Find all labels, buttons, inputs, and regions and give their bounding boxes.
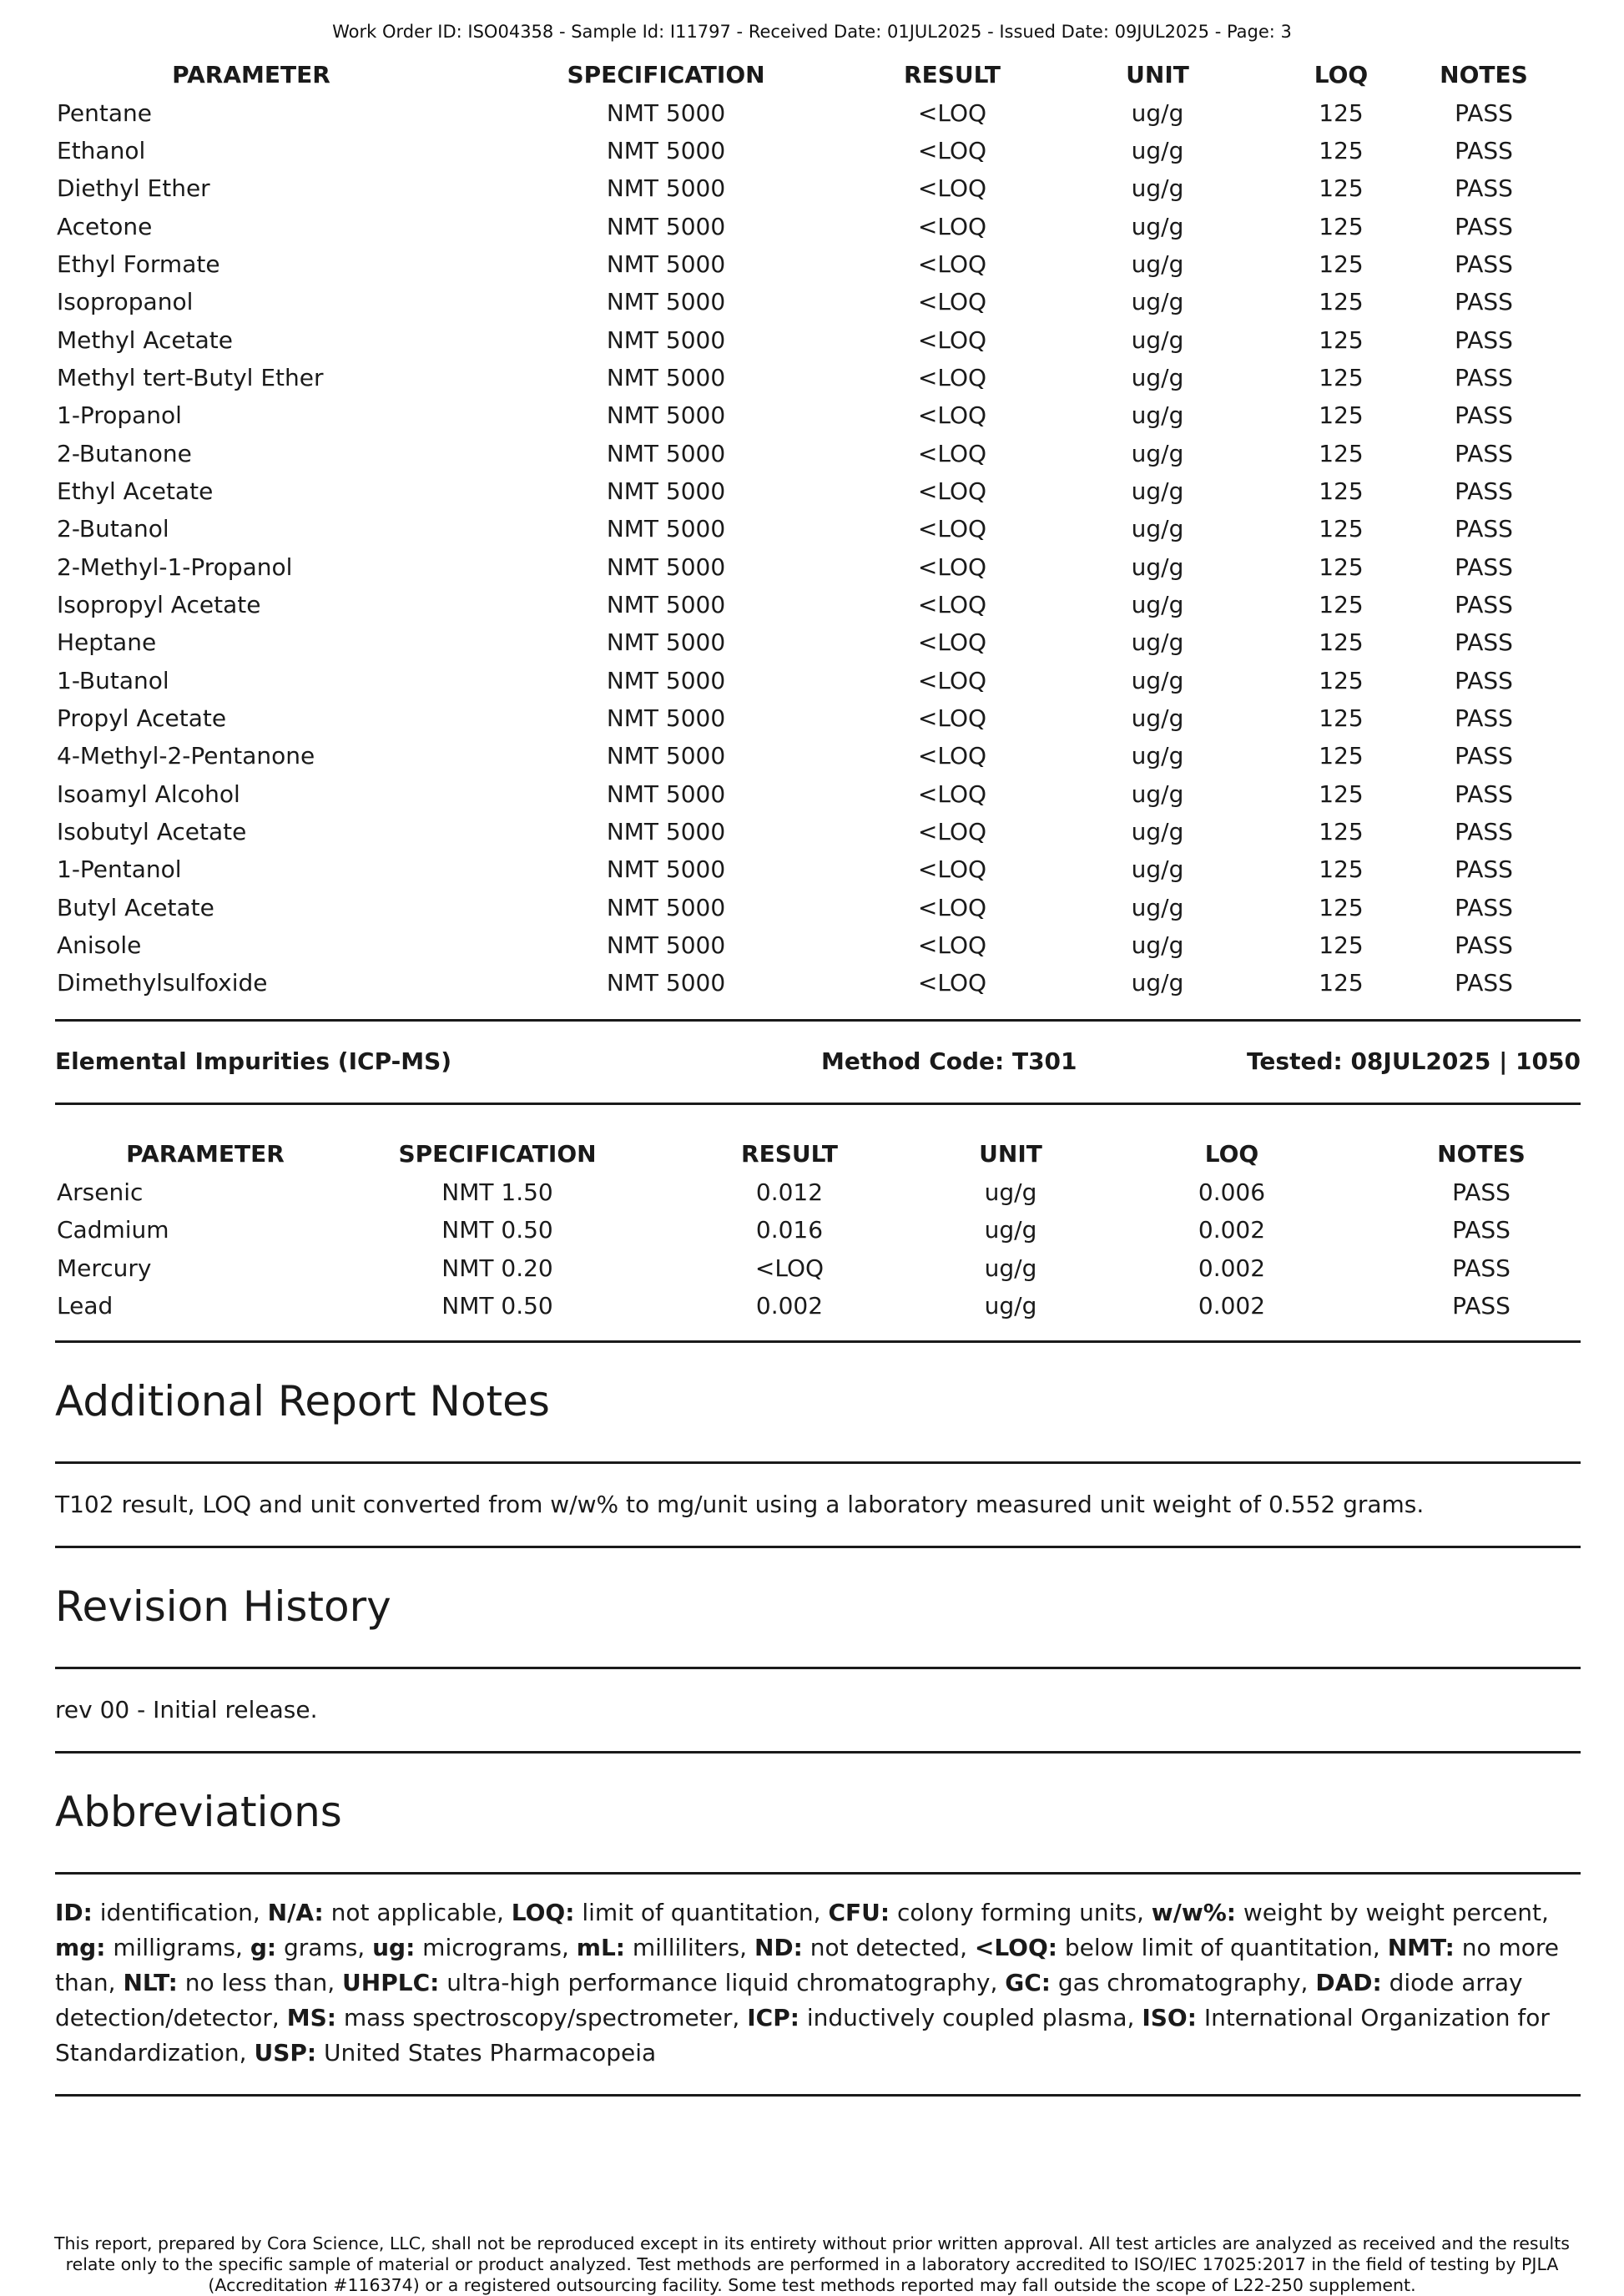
parameter-cell: Ethyl Formate xyxy=(57,250,220,278)
specification-cell: NMT 5000 xyxy=(606,590,726,618)
unit-cell: ug/g xyxy=(1131,363,1184,391)
loq-cell: 125 xyxy=(1319,477,1364,505)
result-cell: <LOQ xyxy=(754,1254,825,1282)
abbreviation-definition: colony forming units, xyxy=(890,1899,1152,1926)
abbreviation-definition: milliliters, xyxy=(624,1934,754,1961)
loq-cell: 125 xyxy=(1319,212,1364,240)
result-cell: 0.016 xyxy=(755,1216,824,1244)
loq-cell: 125 xyxy=(1319,742,1364,770)
unit-cell: ug/g xyxy=(1131,780,1184,808)
abbreviation-term: GC: xyxy=(1005,1969,1051,1996)
loq-cell: 125 xyxy=(1319,818,1364,846)
parameter-cell: 2-Butanol xyxy=(57,515,169,543)
notes-cell: PASS xyxy=(1455,401,1513,430)
result-cell: <LOQ xyxy=(917,288,987,316)
table-row xyxy=(55,510,1581,548)
loq-cell: 125 xyxy=(1319,439,1364,467)
parameter-cell: Heptane xyxy=(57,628,157,657)
abbreviation-term: MS: xyxy=(286,2004,336,2031)
abbreviation-term: g: xyxy=(250,1934,277,1961)
loq-cell: 125 xyxy=(1319,515,1364,543)
abbreviation-term: CFU: xyxy=(828,1899,890,1926)
abbreviation-definition: International Organization for Standardization, xyxy=(55,2004,1557,2066)
parameter-cell: Butyl Acetate xyxy=(57,893,214,921)
parameter-cell: Ethyl Acetate xyxy=(57,477,214,505)
loq-cell: 125 xyxy=(1319,250,1364,278)
abbreviation-term: ISO: xyxy=(1142,2004,1197,2031)
unit-cell: ug/g xyxy=(1131,288,1184,316)
solvents-table-body xyxy=(55,93,1581,1002)
table-row xyxy=(55,850,1581,888)
specification-cell: NMT 5000 xyxy=(606,325,726,354)
col-unit: UNIT xyxy=(979,1140,1042,1168)
abbreviation-term: mg: xyxy=(55,1934,106,1961)
result-cell: <LOQ xyxy=(917,590,987,618)
col-loq: LOQ xyxy=(1204,1140,1259,1168)
notes-cell: PASS xyxy=(1455,931,1513,960)
abbreviation-definition: milligrams, xyxy=(105,1934,250,1961)
abbreviation-definition: below limit of quantitation, xyxy=(1057,1934,1388,1961)
parameter-cell: 2-Methyl-1-Propanol xyxy=(57,553,293,581)
abbreviation-definition: United States Pharmacopeia xyxy=(316,2039,657,2066)
unit-cell: ug/g xyxy=(1131,174,1184,203)
col-notes: NOTES xyxy=(1440,61,1528,89)
notes-cell: PASS xyxy=(1452,1178,1511,1206)
abbreviation-definition: no less than, xyxy=(177,1969,343,1996)
abbreviation-term: w/w%: xyxy=(1151,1899,1236,1926)
table-row xyxy=(55,1249,1581,1288)
abbreviation-definition: limit of quantitation, xyxy=(574,1899,829,1926)
result-cell: <LOQ xyxy=(917,969,987,997)
parameter-cell: 1-Butanol xyxy=(57,666,169,694)
parameter-cell: Mercury xyxy=(57,1254,152,1282)
notes-cell: PASS xyxy=(1455,439,1513,467)
parameter-cell: Propyl Acetate xyxy=(57,704,227,733)
divider xyxy=(55,1667,1581,1669)
table-row xyxy=(55,586,1581,623)
notes-cell: PASS xyxy=(1455,288,1513,316)
notes-cell: PASS xyxy=(1452,1254,1511,1282)
result-cell: <LOQ xyxy=(917,325,987,354)
loq-cell: 125 xyxy=(1319,855,1364,884)
unit-cell: ug/g xyxy=(1131,969,1184,997)
specification-cell: NMT 5000 xyxy=(606,288,726,316)
abbreviation-definition: not detected, xyxy=(802,1934,975,1961)
col-specification: SPECIFICATION xyxy=(567,61,765,89)
table-row xyxy=(55,93,1581,131)
loq-cell: 125 xyxy=(1319,288,1364,316)
notes-cell: PASS xyxy=(1455,325,1513,354)
notes-cell: PASS xyxy=(1455,212,1513,240)
notes-cell: PASS xyxy=(1455,742,1513,770)
report-header-line: Work Order ID: ISO04358 - Sample Id: I11797 - Received Date: 01JUL2025 - Issued Date: 09JUL2025 - Page: 3 xyxy=(332,22,1292,42)
parameter-cell: Isopropyl Acetate xyxy=(57,590,261,618)
elemental-table-body xyxy=(55,1173,1581,1325)
unit-cell: ug/g xyxy=(1131,666,1184,694)
table-row xyxy=(55,207,1581,245)
loq-cell: 125 xyxy=(1319,780,1364,808)
table-row xyxy=(55,775,1581,813)
abbreviation-definition: mass spectroscopy/spectrometer, xyxy=(335,2004,748,2031)
divider xyxy=(55,1546,1581,1548)
parameter-cell: Anisole xyxy=(57,931,142,960)
specification-cell: NMT 5000 xyxy=(606,704,726,733)
tested-date: Tested: 08JUL2025 | 1050 xyxy=(1247,1047,1581,1075)
specification-cell: NMT 0.50 xyxy=(441,1216,553,1244)
loq-cell: 125 xyxy=(1319,553,1364,581)
unit-cell: ug/g xyxy=(1131,325,1184,354)
result-cell: <LOQ xyxy=(917,818,987,846)
specification-cell: NMT 5000 xyxy=(606,250,726,278)
loq-cell: 125 xyxy=(1319,363,1364,391)
result-cell: 0.002 xyxy=(755,1292,824,1320)
divider xyxy=(55,1872,1581,1875)
notes-cell: PASS xyxy=(1455,818,1513,846)
loq-cell: 0.002 xyxy=(1198,1216,1266,1244)
parameter-cell: 1-Pentanol xyxy=(57,855,182,884)
divider xyxy=(55,1751,1581,1754)
abbreviation-definition: micrograms, xyxy=(415,1934,577,1961)
abbreviation-definition: inductively coupled plasma, xyxy=(799,2004,1142,2031)
table-row xyxy=(55,245,1581,283)
specification-cell: NMT 5000 xyxy=(606,477,726,505)
specification-cell: NMT 5000 xyxy=(606,553,726,581)
notes-heading: Additional Report Notes xyxy=(55,1377,550,1426)
parameter-cell: Isobutyl Acetate xyxy=(57,818,247,846)
result-cell: <LOQ xyxy=(917,553,987,581)
abbreviation-definition: ultra-high performance liquid chromatography, xyxy=(439,1969,1006,1996)
col-parameter: PARAMETER xyxy=(126,1140,285,1168)
specification-cell: NMT 5000 xyxy=(606,515,726,543)
table-row xyxy=(55,1287,1581,1325)
col-specification: SPECIFICATION xyxy=(398,1140,597,1168)
abbreviation-definition: no more than, xyxy=(55,1934,1566,1996)
method-code: Method Code: T301 xyxy=(821,1047,1077,1075)
elemental-header-row xyxy=(55,1135,1581,1173)
specification-cell: NMT 5000 xyxy=(606,855,726,884)
table-row xyxy=(55,132,1581,169)
table-row xyxy=(55,964,1581,1002)
loq-cell: 125 xyxy=(1319,590,1364,618)
loq-cell: 125 xyxy=(1319,401,1364,430)
col-unit: UNIT xyxy=(1126,61,1189,89)
notes-cell: PASS xyxy=(1455,628,1513,657)
notes-cell: PASS xyxy=(1455,136,1513,164)
unit-cell: ug/g xyxy=(1131,931,1184,960)
specification-cell: NMT 1.50 xyxy=(441,1178,553,1206)
parameter-cell: Ethanol xyxy=(57,136,146,164)
result-cell: <LOQ xyxy=(917,666,987,694)
unit-cell: ug/g xyxy=(1131,477,1184,505)
unit-cell: ug/g xyxy=(1131,704,1184,733)
notes-text: T102 result, LOQ and unit converted from w/w% to mg/unit using a laboratory measured unit weight of 0.552 grams. xyxy=(55,1491,1425,1518)
unit-cell: ug/g xyxy=(1131,212,1184,240)
specification-cell: NMT 0.20 xyxy=(441,1254,553,1282)
parameter-cell: Isoamyl Alcohol xyxy=(57,780,240,808)
loq-cell: 125 xyxy=(1319,98,1364,127)
unit-cell: ug/g xyxy=(1131,742,1184,770)
unit-cell: ug/g xyxy=(1131,98,1184,127)
abbreviation-definition: grams, xyxy=(276,1934,373,1961)
parameter-cell: 1-Propanol xyxy=(57,401,182,430)
specification-cell: NMT 5000 xyxy=(606,174,726,203)
table-row xyxy=(55,623,1581,661)
notes-cell: PASS xyxy=(1455,780,1513,808)
parameter-cell: Arsenic xyxy=(57,1178,144,1206)
table-row xyxy=(55,1173,1581,1212)
result-cell: <LOQ xyxy=(917,250,987,278)
abbreviation-term: NLT: xyxy=(123,1969,178,1996)
parameter-cell: Methyl Acetate xyxy=(57,325,233,354)
unit-cell: ug/g xyxy=(984,1178,1037,1206)
notes-cell: PASS xyxy=(1455,855,1513,884)
parameter-cell: Pentane xyxy=(57,98,152,127)
revision-heading: Revision History xyxy=(55,1582,391,1631)
result-cell: <LOQ xyxy=(917,515,987,543)
unit-cell: ug/g xyxy=(984,1216,1037,1244)
section-title: Elemental Impurities (ICP-MS) xyxy=(55,1047,452,1075)
abbreviation-term: USP: xyxy=(254,2039,317,2066)
result-cell: <LOQ xyxy=(917,401,987,430)
result-cell: <LOQ xyxy=(917,439,987,467)
report-footer-disclaimer: This report, prepared by Cora Science, LLC, shall not be reproduced except in its entirety without prior written approval. All test articles are analyzed as received and the results relate only to the specific sample of material or product analyzed. Test methods are performed in a laboratory accredited to ISO/IEC 17025:2017 in the field of testing by PJLA (Accreditation #116374) or a registered outsourcing facility. Some test methods reported may fall outside the scope of L22-250 supplement. xyxy=(54,2233,1570,2295)
abbreviation-term: N/A: xyxy=(267,1899,324,1926)
table-row xyxy=(55,320,1581,358)
loq-cell: 125 xyxy=(1319,325,1364,354)
notes-cell: PASS xyxy=(1452,1292,1511,1320)
table-row xyxy=(55,548,1581,585)
result-cell: <LOQ xyxy=(917,893,987,921)
elemental-impurities-table xyxy=(55,1135,1581,1325)
result-cell: <LOQ xyxy=(917,136,987,164)
specification-cell: NMT 5000 xyxy=(606,818,726,846)
specification-cell: NMT 5000 xyxy=(606,893,726,921)
abbreviation-definition: not applicable, xyxy=(323,1899,512,1926)
notes-cell: PASS xyxy=(1452,1216,1511,1244)
unit-cell: ug/g xyxy=(1131,136,1184,164)
result-cell: <LOQ xyxy=(917,780,987,808)
parameter-cell: 4-Methyl-2-Pentanone xyxy=(57,742,315,770)
result-cell: <LOQ xyxy=(917,98,987,127)
divider xyxy=(55,1340,1581,1343)
parameter-cell: Dimethylsulfoxide xyxy=(57,969,268,997)
specification-cell: NMT 5000 xyxy=(606,780,726,808)
unit-cell: ug/g xyxy=(1131,628,1184,657)
specification-cell: NMT 0.50 xyxy=(441,1292,553,1320)
table-row xyxy=(55,169,1581,207)
table-row xyxy=(55,813,1581,850)
unit-cell: ug/g xyxy=(1131,855,1184,884)
abbreviation-term: mL: xyxy=(576,1934,625,1961)
parameter-cell: Isopropanol xyxy=(57,288,194,316)
col-loq: LOQ xyxy=(1314,61,1369,89)
col-notes: NOTES xyxy=(1437,1140,1526,1168)
specification-cell: NMT 5000 xyxy=(606,363,726,391)
unit-cell: ug/g xyxy=(1131,439,1184,467)
table-row xyxy=(55,662,1581,699)
parameter-cell: Acetone xyxy=(57,212,153,240)
table-row xyxy=(55,359,1581,396)
notes-cell: PASS xyxy=(1455,515,1513,543)
unit-cell: ug/g xyxy=(1131,893,1184,921)
loq-cell: 125 xyxy=(1319,666,1364,694)
loq-cell: 125 xyxy=(1319,969,1364,997)
notes-cell: PASS xyxy=(1455,250,1513,278)
result-cell: <LOQ xyxy=(917,363,987,391)
residual-solvents-table xyxy=(55,56,1581,1002)
unit-cell: ug/g xyxy=(1131,553,1184,581)
specification-cell: NMT 5000 xyxy=(606,666,726,694)
result-cell: <LOQ xyxy=(917,855,987,884)
loq-cell: 125 xyxy=(1319,174,1364,203)
unit-cell: ug/g xyxy=(1131,590,1184,618)
loq-cell: 0.006 xyxy=(1198,1178,1266,1206)
col-result: RESULT xyxy=(904,61,1001,89)
notes-cell: PASS xyxy=(1455,666,1513,694)
loq-cell: 125 xyxy=(1319,628,1364,657)
loq-cell: 125 xyxy=(1319,136,1364,164)
solvents-header-row xyxy=(55,56,1581,93)
notes-cell: PASS xyxy=(1455,553,1513,581)
specification-cell: NMT 5000 xyxy=(606,401,726,430)
table-row xyxy=(55,926,1581,964)
abbreviation-term: UHPLC: xyxy=(342,1969,440,1996)
divider xyxy=(55,1103,1581,1105)
specification-cell: NMT 5000 xyxy=(606,212,726,240)
table-row xyxy=(55,889,1581,926)
parameter-cell: 2-Butanone xyxy=(57,439,192,467)
table-row xyxy=(55,699,1581,737)
notes-cell: PASS xyxy=(1455,477,1513,505)
abbreviation-term: DAD: xyxy=(1315,1969,1382,1996)
abbreviation-definition: weight by weight percent, xyxy=(1236,1899,1556,1926)
notes-cell: PASS xyxy=(1455,893,1513,921)
result-cell: <LOQ xyxy=(917,174,987,203)
notes-cell: PASS xyxy=(1455,590,1513,618)
divider xyxy=(55,1461,1581,1464)
notes-cell: PASS xyxy=(1455,98,1513,127)
abbreviations-text xyxy=(55,1895,1581,2071)
unit-cell: ug/g xyxy=(984,1254,1037,1282)
result-cell: <LOQ xyxy=(917,742,987,770)
abbreviation-term: <LOQ: xyxy=(974,1934,1057,1961)
specification-cell: NMT 5000 xyxy=(606,628,726,657)
table-row xyxy=(55,737,1581,775)
result-cell: <LOQ xyxy=(917,212,987,240)
abbreviation-term: NMT: xyxy=(1387,1934,1455,1961)
table-row xyxy=(55,283,1581,320)
elemental-section-header xyxy=(55,1047,1581,1075)
table-row xyxy=(55,434,1581,472)
table-row xyxy=(55,396,1581,434)
specification-cell: NMT 5000 xyxy=(606,742,726,770)
loq-cell: 125 xyxy=(1319,893,1364,921)
abbreviations-heading: Abbreviations xyxy=(55,1788,342,1836)
result-cell: <LOQ xyxy=(917,704,987,733)
result-cell: 0.012 xyxy=(755,1178,824,1206)
loq-cell: 0.002 xyxy=(1198,1292,1266,1320)
notes-cell: PASS xyxy=(1455,969,1513,997)
unit-cell: ug/g xyxy=(1131,818,1184,846)
abbreviation-term: ID: xyxy=(55,1899,93,1926)
unit-cell: ug/g xyxy=(984,1292,1037,1320)
divider xyxy=(55,1019,1581,1022)
revision-text: rev 00 - Initial release. xyxy=(55,1696,318,1723)
notes-cell: PASS xyxy=(1455,174,1513,203)
divider xyxy=(55,2094,1581,2097)
specification-cell: NMT 5000 xyxy=(606,969,726,997)
notes-cell: PASS xyxy=(1455,704,1513,733)
specification-cell: NMT 5000 xyxy=(606,136,726,164)
table-row xyxy=(55,1211,1581,1249)
result-cell: <LOQ xyxy=(917,628,987,657)
col-parameter: PARAMETER xyxy=(172,61,330,89)
abbreviation-term: ICP: xyxy=(747,2004,799,2031)
specification-cell: NMT 5000 xyxy=(606,439,726,467)
notes-cell: PASS xyxy=(1455,363,1513,391)
abbreviation-term: ug: xyxy=(372,1934,416,1961)
parameter-cell: Methyl tert-Butyl Ether xyxy=(57,363,324,391)
loq-cell: 125 xyxy=(1319,931,1364,960)
table-row xyxy=(55,472,1581,510)
loq-cell: 125 xyxy=(1319,704,1364,733)
unit-cell: ug/g xyxy=(1131,250,1184,278)
abbreviation-definition: identification, xyxy=(92,1899,268,1926)
parameter-cell: Lead xyxy=(57,1292,113,1320)
parameter-cell: Diethyl Ether xyxy=(57,174,210,203)
specification-cell: NMT 5000 xyxy=(606,931,726,960)
result-cell: <LOQ xyxy=(917,931,987,960)
loq-cell: 0.002 xyxy=(1198,1254,1266,1282)
abbreviation-term: LOQ: xyxy=(511,1899,575,1926)
parameter-cell: Cadmium xyxy=(57,1216,169,1244)
abbreviation-definition: diode array detection/detector, xyxy=(55,1969,1531,2031)
unit-cell: ug/g xyxy=(1131,401,1184,430)
specification-cell: NMT 5000 xyxy=(606,98,726,127)
result-cell: <LOQ xyxy=(917,477,987,505)
col-result: RESULT xyxy=(741,1140,838,1168)
abbreviation-term: ND: xyxy=(754,1934,803,1961)
unit-cell: ug/g xyxy=(1131,515,1184,543)
abbreviation-definition: gas chromatography, xyxy=(1050,1969,1316,1996)
